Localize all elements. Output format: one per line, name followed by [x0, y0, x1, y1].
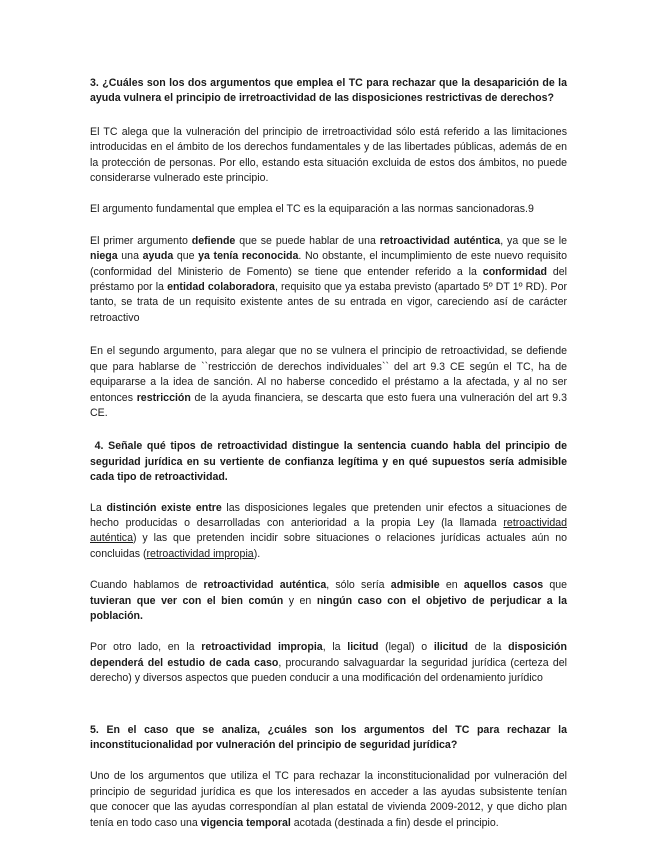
answer-3-paragraph-1: El TC alega que la vulneración del principio de irretroactividad sólo está referido a las limitaciones introducidas en el ámbito de los derechos fundamentales y de las libertades públicas, además de en la protección de personas. Por ello, estando esta situación excluida de estos dos ámbitos, no puede considerarse vulnerado este principio. [90, 125, 567, 185]
question-4-text: Señale qué tipos de retroactividad distingue la sentencia cuando habla del principio de seguridad jurídica en su vertiente de confianza legítima y en qué supuestos sería admisible cada tipo de retroactividad. [90, 440, 567, 484]
emphasis: ningún caso con el objetivo de perjudicar a la población. [90, 594, 567, 622]
emphasis: conformidad [482, 265, 547, 278]
emphasis: restricción [136, 391, 191, 404]
answer-3-paragraph-4: En el segundo argumento, para alegar que no se vulnera el principio de retroactividad, se defiende que para hablarse de ``restricción de derechos individuales`` del art 9.3 CE según el TC, ha de equipararse a la idea de sanción. Al no haberse concedido el préstamo a la afectada, y al no ser entonces restricción de la ayuda financiera, se descarta que esto fuera una vulneración del art 9.3 CE. [90, 345, 567, 419]
answer-4-paragraph-1: La distinción existe entre las disposiciones legales que pretenden unir efectos a situaciones de hecho producidas o desarrolladas con anterioridad a la propia Ley (la llamada retroactividad auténtica) y las que pretenden incidir sobre situaciones o relaciones jurídicas actuales aún no concluidas (retroactividad impropia). [90, 501, 568, 560]
emphasis: aquellos casos [463, 579, 544, 592]
emphasis: ilicitud [433, 641, 469, 654]
emphasis: licitud [347, 641, 379, 654]
answer-4-paragraph-2: Cuando hablamos de retroactividad auténtica, sólo sería admisible en aquellos casos que tuvieran que ver con el bien común y en ningún caso con el objetivo de perjudicar a la población. [90, 579, 567, 622]
question-4-number: 4. [94, 440, 104, 453]
answer-4-paragraph-3: Por otro lado, en la retroactividad impropia, la licitud (legal) o ilicitud de la disposición dependerá del estudio de cada caso, procurando salvaguardar la seguridad jurídica (certeza del derecho) y diversos aspectos que pueden conducir a una modificación del ordenamiento jurídico [90, 641, 568, 685]
emphasis: defiende [191, 234, 236, 247]
answer-5-paragraph-1: Uno de los argumentos que utiliza el TC para rechazar la inconstitucionalidad por vulneración del principio de seguridad jurídica es que los interesados en acceder a las ayudas subsistente tenían que conocer que las ayudas correspondían al plan estatal de vivienda 2009-2012, y que dicho plan tenía en todo caso una vigencia temporal acotada (destinada a fin) desde el principio. [90, 770, 567, 829]
emphasis: disposición dependerá del estudio de cada caso [90, 641, 567, 669]
emphasis: admisible [390, 579, 440, 592]
question-5-text: En el caso que se analiza, ¿cuáles son los argumentos del TC para rechazar la inconstitucionalidad por vulneración del principio de seguridad jurídica? [90, 723, 567, 751]
emphasis: niega [90, 250, 118, 263]
emphasis: ya tenía reconocida [198, 250, 299, 263]
emphasis: retroactividad auténtica [203, 579, 327, 592]
question-5-number: 5. [90, 723, 99, 736]
answer-3-paragraph-3: El primer argumento defiende que se puede hablar de una retroactividad auténtica, ya que se le niega una ayuda que ya tenía reconocida. No obstante, el incumplimiento de este nuevo requisito (conformidad del Ministerio de Fomento) se tiene que entender referido a la conformidad del préstamo por la entidad colaboradora, requisito que ya estaba previsto (apartado 5º DT 1º RD). Por tanto, se trata de un requisito existente antes de su entrada en vigor, careciendo así de carácter retroactivo [90, 234, 568, 324]
question-3-number: 3. [90, 77, 99, 89]
emphasis: distinción existe entre [106, 501, 222, 514]
answer-3-paragraph-2: El argumento fundamental que emplea el TC es la equiparación a las normas sancionadoras.9 [90, 203, 534, 216]
underline-term: retroactividad impropia [146, 547, 254, 560]
emphasis: entidad colaboradora [167, 281, 275, 294]
question-3 [90, 76, 567, 107]
emphasis: retroactividad impropia [201, 641, 323, 654]
emphasis: retroactividad auténtica [379, 234, 501, 247]
question-3-text: ¿Cuáles son los dos argumentos que emplea el TC para rechazar que la desaparición de la ayuda vulnera el principio de irretroactividad de las disposiciones restrictivas de derechos? [90, 77, 567, 105]
question-5 [90, 723, 567, 754]
question-4 [90, 439, 567, 485]
emphasis: ayuda [142, 250, 174, 263]
underline-term: retroactividad auténtica [90, 516, 567, 545]
emphasis: tuvieran que ver con el bien común [90, 594, 284, 607]
emphasis: vigencia temporal [200, 816, 291, 829]
